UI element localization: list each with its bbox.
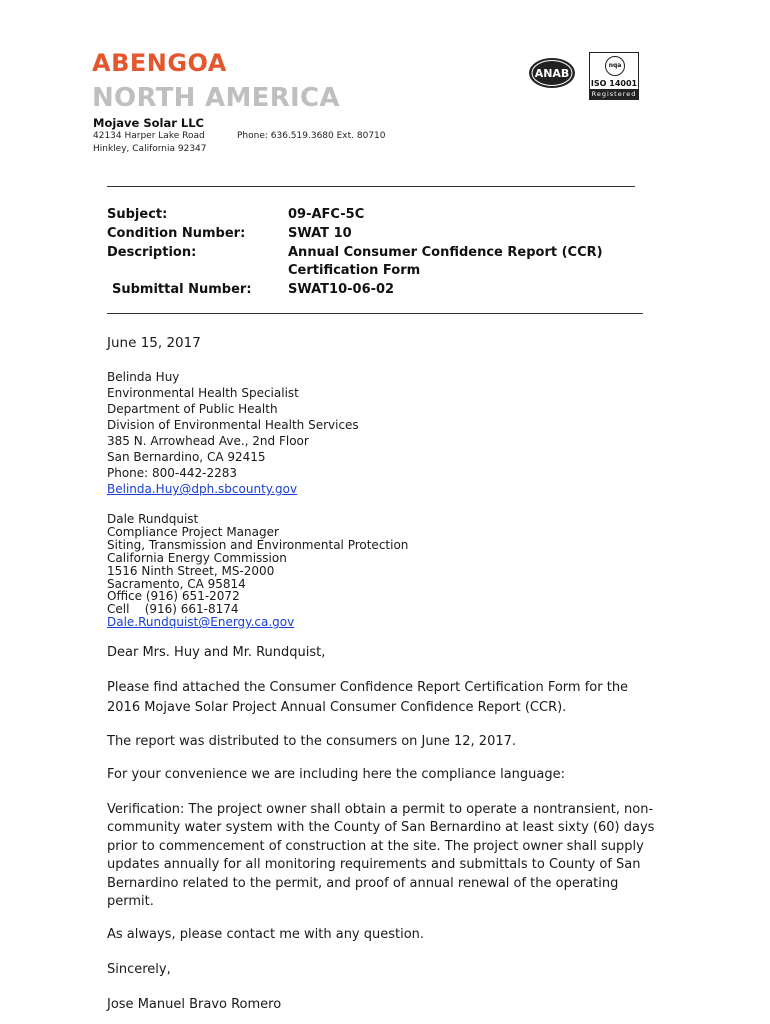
address-line-1: 42134 Harper Lake Road (93, 131, 205, 141)
submittal-label: Submittal Number: (112, 282, 252, 297)
iso-label: ISO 14001 (590, 79, 638, 88)
anab-accreditation-logo (528, 56, 576, 90)
recipient-1-dept: Department of Public Health (107, 402, 278, 416)
recipient-1-phone: Phone: 800-442-2283 (107, 466, 238, 480)
company-address (93, 130, 207, 156)
recipient-block-2 (107, 513, 408, 629)
company-name: Mojave Solar LLC (93, 116, 205, 130)
paragraph-1-line-2: 2016 Mojave Solar Project Annual Consumer Confidence Report (CCR). (107, 700, 567, 715)
recipient-2-title: Compliance Project Manager (107, 524, 279, 539)
recipient-1-name: Belinda Huy (107, 370, 180, 384)
salutation: Dear Mrs. Huy and Mr. Rundquist, (107, 645, 326, 660)
paragraph-2: The report was distributed to the consumers on June 12, 2017. (107, 734, 517, 749)
description-line-1: Annual Consumer Confidence Report (CCR) (288, 245, 603, 260)
condition-label: Condition Number: (107, 226, 246, 241)
description-label: Description: (107, 245, 197, 260)
submittal-value: SWAT10-06-02 (288, 282, 395, 297)
paragraph-4: As always, please contact me with any question. (107, 927, 425, 942)
recipient-1-email-link[interactable]: Belinda.Huy@dph.sbcounty.gov (107, 482, 298, 496)
condition-value: SWAT 10 (288, 226, 352, 241)
recipient-2-cell: Cell (916) 661-8174 (107, 602, 239, 617)
verification-line: updates annually for all monitoring requirements and submittals to County of San (107, 857, 641, 873)
recipient-2-division: Siting, Transmission and Environmental Protection (107, 537, 409, 552)
recipient-1-street: 385 N. Arrowhead Ave., 2nd Floor (107, 434, 309, 448)
verification-line: Bernardino related to the permit, and proof of annual renewal of the operating (107, 875, 619, 891)
recipient-2-org: California Energy Commission (107, 550, 287, 565)
iso-14001-badge (589, 52, 639, 100)
verification-line: prior to commencement of construction at the site. The project owner shall supply (107, 838, 644, 854)
recipient-2-name: Dale Rundquist (107, 512, 199, 526)
recipient-2-office: Office (916) 651-2072 (107, 589, 240, 604)
subject-divider (107, 313, 643, 314)
verification-paragraph (107, 801, 654, 911)
recipient-1-city: San Bernardino, CA 92415 (107, 450, 266, 464)
verification-line: community water system with the County of San Bernardino at least sixty (60) days (107, 820, 655, 836)
recipient-1-title: Environmental Health Specialist (107, 386, 299, 400)
iso-registered: Registered (591, 90, 637, 98)
letter-date: June 15, 2017 (107, 335, 201, 351)
signer-name: Jose Manuel Bravo Romero (107, 997, 282, 1012)
recipient-2-street: 1516 Ninth Street, MS-2000 (107, 563, 275, 578)
recipient-2-city: Sacramento, CA 95814 (107, 576, 246, 591)
company-region: NORTH AMERICA (92, 83, 340, 113)
verification-line: permit. (107, 894, 154, 910)
description-line-2: Certification Form (288, 263, 421, 278)
recipient-block-1 (107, 369, 359, 497)
verification-line: Verification: The project owner shall obtain a permit to operate a nontransient, non- (107, 802, 654, 817)
subject-value: 09-AFC-5C (288, 207, 365, 222)
anab-label: ANAB (534, 67, 570, 80)
company-phone: Phone: 636.519.3680 Ext. 80710 (237, 131, 386, 141)
subject-label: Subject: (107, 207, 168, 222)
address-line-2: Hinkley, California 92347 (93, 144, 207, 154)
nqa-mark: nqa (605, 56, 625, 76)
paragraph-1-line-1: Please find attached the Consumer Confidence Report Certification Form for the (107, 680, 629, 695)
recipient-2-email-link[interactable]: Dale.Rundquist@Energy.ca.gov (107, 615, 295, 630)
recipient-1-division: Division of Environmental Health Services (107, 418, 359, 432)
paragraph-1 (107, 678, 628, 718)
closing: Sincerely, (107, 962, 171, 977)
header-divider (107, 186, 635, 187)
company-logo-wordmark: ABENGOA (92, 49, 227, 77)
paragraph-3: For your convenience we are including here the compliance language: (107, 767, 565, 782)
